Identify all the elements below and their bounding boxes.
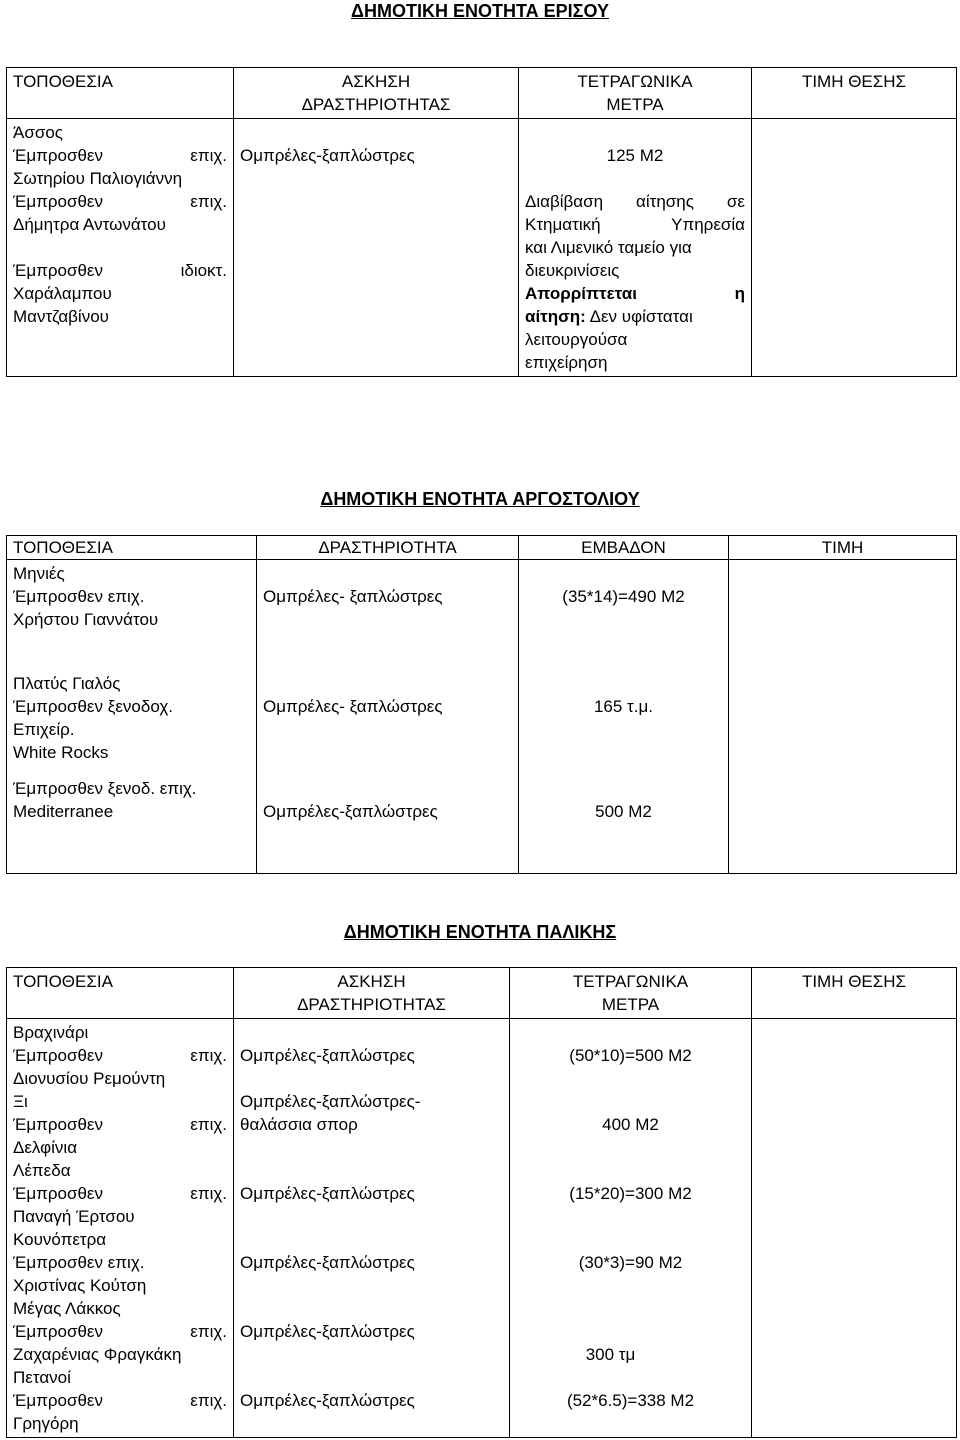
price-cell <box>752 1019 957 1438</box>
header-activity: ΑΣΚΗΣΗ ΔΡΑΣΤΗΡΙΟΤΗΤΑΣ <box>234 968 510 1019</box>
price-cell <box>729 560 957 874</box>
section-title-argostoliou: ΔΗΜΟΤΙΚΗ ΕΝΟΤΗΤΑ ΑΡΓΟΣΤΟΛΙΟΥ <box>320 489 640 509</box>
header-price: ΤΙΜΗ ΘΕΣΗΣ <box>752 968 957 1019</box>
header-price: ΤΙΜΗ ΘΕΣΗΣ <box>752 68 957 119</box>
header-activity: ΑΣΚΗΣΗ ΔΡΑΣΤΗΡΙΟΤΗΤΑΣ <box>234 68 519 119</box>
header-location: ΤΟΠΟΘΕΣΙΑ <box>7 68 234 119</box>
activity-cell: Ομπρέλες-ξαπλώστρες <box>234 119 519 377</box>
header-location: ΤΟΠΟΘΕΣΙΑ <box>7 536 257 560</box>
section-title-erisou: ΔΗΜΟΤΙΚΗ ΕΝΟΤΗΤΑ ΕΡΙΣΟΥ <box>351 1 609 21</box>
area-cell: 125 Μ2 Διαβίβαση αίτησης σε Κτηματική Υπηρεσία και Λιμενικό ταμείο για διευκρινίσεις Απορρίπτεται η αίτηση: Δεν υφίσταται λειτουργούσα επιχείρηση <box>519 119 752 377</box>
palikis-table <box>6 967 957 1438</box>
location-cell: Άσσος Έμπροσθεν επιχ. Σωτηρίου Παλιογιάννη Έμπροσθεν επιχ. Δήμητρα Αντωνάτου Έμπροσθεν ιδιοκτ. Χαράλαμπου Μαντζαβίνου <box>7 119 234 377</box>
activity-cell: Ομπρέλες-ξαπλώστρες Ομπρέλες-ξαπλώστρες- θαλάσσια σπορ Ομπρέλες-ξαπλώστρες Ομπρέλες-ξαπλώστρες Ομπρέλες-ξαπλώστρες Ομπρέλες-ξαπλώστρες <box>234 1019 510 1438</box>
price-cell <box>752 119 957 377</box>
header-area: ΤΕΤΡΑΓΩΝΙΚΑ ΜΕΤΡΑ <box>510 968 752 1019</box>
location-cell: Μηνιές Έμπροσθεν επιχ. Χρήστου Γιαννάτου Πλατύς Γιαλός Έμπροσθεν ξενοδοχ. Επιχείρ. White Rocks Έμπροσθεν ξενοδ. επιχ. Mediterranee <box>7 560 257 874</box>
header-area: ΤΕΤΡΑΓΩΝΙΚΑ ΜΕΤΡΑ <box>519 68 752 119</box>
header-area: ΕΜΒΑΔΟΝ <box>519 536 729 560</box>
header-activity: ΔΡΑΣΤΗΡΙΟΤΗΤΑ <box>257 536 519 560</box>
activity-cell: Ομπρέλες- ξαπλώστρες Ομπρέλες- ξαπλώστρες Ομπρέλες-ξαπλώστρες <box>257 560 519 874</box>
header-location: ΤΟΠΟΘΕΣΙΑ <box>7 968 234 1019</box>
section-title-palikis: ΔΗΜΟΤΙΚΗ ΕΝΟΤΗΤΑ ΠΑΛΙΚΗΣ <box>343 922 617 942</box>
header-price: ΤΙΜΗ <box>729 536 957 560</box>
table-row <box>7 560 957 874</box>
argostoliou-table <box>6 535 957 874</box>
location-cell: Βραχινάρι Έμπροσθεν επιχ. Διονυσίου Ρεμούντη Ξι Έμπροσθεν επιχ. Δελφίνια Λέπεδα Έμπροσθεν επιχ. Παναγή Έρτσου Κουνόπετρα Έμπροσθεν επιχ. Χριστίνας Κούτση Μέγας Λάκκος Έμπροσθεν επιχ. Ζαχαρένιας Φραγκάκη Πετανοί Έμπροσθεν επιχ. Γρηγόρη <box>7 1019 234 1438</box>
area-cell: (50*10)=500 Μ2 400 Μ2 (15*20)=300 Μ2 (30*3)=90 Μ2 300 τμ (52*6.5)=338 Μ2 <box>510 1019 752 1438</box>
area-cell: (35*14)=490 Μ2 165 τ.μ. 500 Μ2 <box>519 560 729 874</box>
table-row <box>7 1019 957 1438</box>
table-row <box>7 119 957 377</box>
erisou-table <box>6 67 957 377</box>
